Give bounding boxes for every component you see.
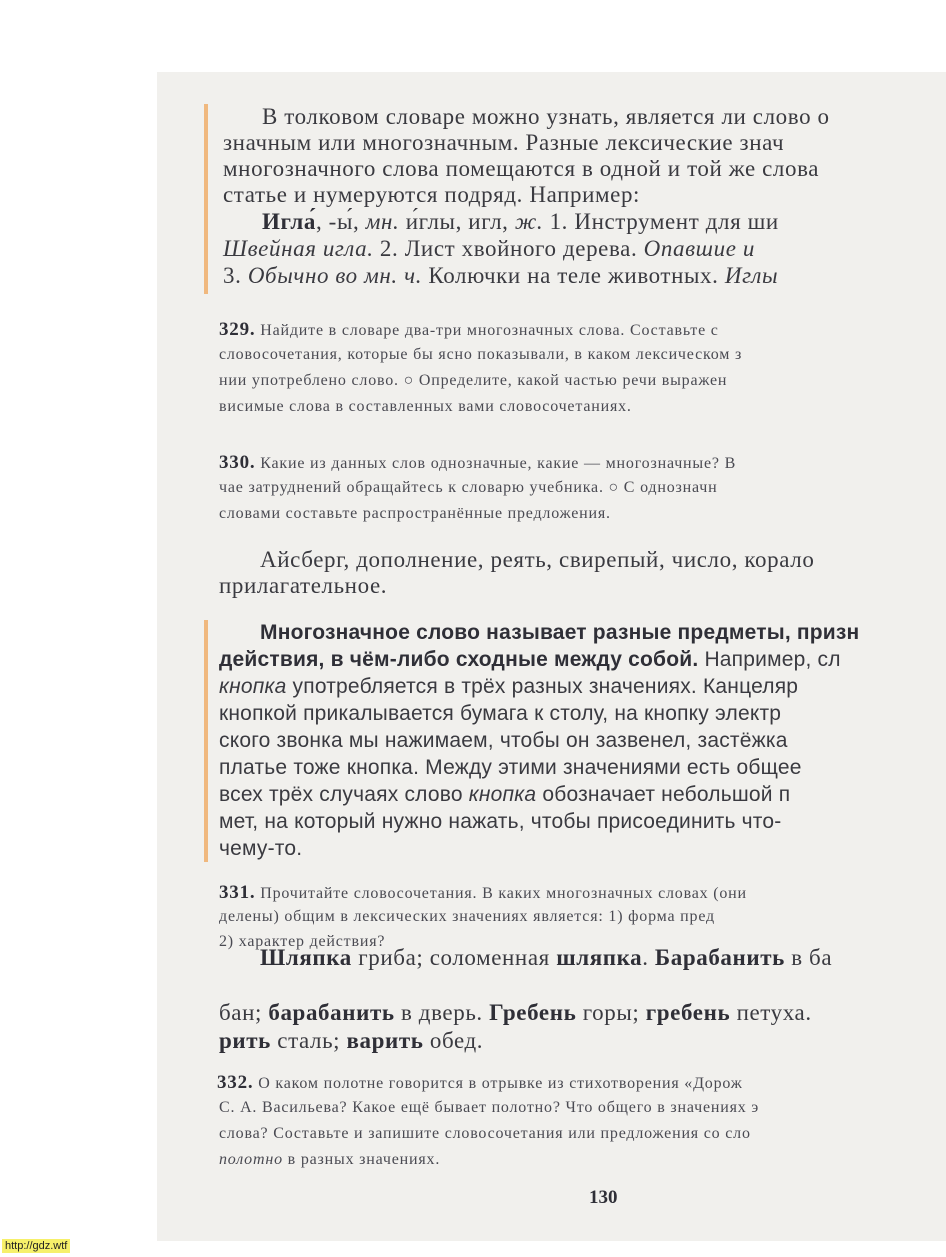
entry-italic: Обычно во мн. ч. bbox=[247, 263, 423, 288]
intro-line-2: значным или многозначным. Разные лексические знач bbox=[223, 130, 785, 155]
dictionary-entry-line-2 bbox=[223, 236, 755, 262]
exercise-332-line-4 bbox=[219, 1151, 440, 1169]
phrase-line-3 bbox=[219, 1028, 483, 1054]
exercise-331-line-3: 2) характер действия? bbox=[219, 933, 386, 950]
rule-italic-word: кнопка bbox=[219, 675, 287, 698]
phrase-bold: гребень bbox=[645, 1000, 731, 1025]
phrase-text: бан; bbox=[219, 1000, 269, 1025]
rule-text: всех трёх случаях слово bbox=[219, 783, 469, 806]
phrase-bold: Гребень bbox=[489, 1000, 577, 1025]
rule-line-2 bbox=[219, 648, 841, 672]
rule-italic-word: кнопка bbox=[468, 783, 537, 806]
rule-bold-text: действия, в чём-либо сходные между собой. bbox=[219, 648, 699, 671]
exercise-329-line-4: висимые слова в составленных вами словосочетаниях. bbox=[219, 398, 632, 415]
headword: Игла́ bbox=[262, 209, 316, 234]
phrase-text: гриба; соломенная bbox=[351, 945, 557, 970]
rule-text: употребляется в трёх разных значениях. Канцеляр bbox=[286, 675, 799, 698]
phrase-text: . bbox=[642, 945, 655, 970]
entry-text: и́глы, игл, bbox=[399, 209, 515, 234]
textbook-page bbox=[157, 72, 946, 1241]
rule-text: Например, сл bbox=[698, 648, 841, 671]
dictionary-entry-line-1 bbox=[262, 209, 779, 235]
exercise-331-line-2: делены) общим в лексических значениях является: 1) форма пред bbox=[219, 908, 715, 925]
rule-line-5: ского звонка мы нажимаем, чтобы он зазвенел, застёжка bbox=[219, 729, 788, 752]
exercise-number: 330. bbox=[219, 452, 256, 473]
phrase-bold: варить bbox=[346, 1028, 424, 1053]
page-number: 130 bbox=[589, 1187, 618, 1208]
entry-italic: Иглы bbox=[724, 263, 779, 288]
exercise-number: 329. bbox=[219, 319, 256, 340]
word-list-line-2: прилагательное. bbox=[219, 573, 388, 598]
phrase-line-2 bbox=[219, 1000, 812, 1026]
exercise-330-line-2: чае затруднений обращайтесь к словарю учебника. ○ С однозначн bbox=[219, 479, 718, 496]
exercise-330-line-3: словами составьте распространённые предложения. bbox=[219, 505, 611, 522]
phrase-bold: Барабанить bbox=[654, 945, 785, 970]
phrase-text: в ба bbox=[784, 945, 833, 970]
rule-line-1: Многозначное слово называет разные предметы, призн bbox=[260, 621, 860, 644]
entry-italic: ж. bbox=[514, 209, 544, 234]
entry-italic: мн. bbox=[365, 209, 400, 234]
exercise-332-line-1 bbox=[217, 1072, 743, 1094]
exercise-number: 332. bbox=[217, 1072, 254, 1093]
rule-line-4: кнопкой прикалывается бумага к столу, на кнопку электр bbox=[219, 702, 782, 725]
phrase-text: горы; bbox=[576, 1000, 646, 1025]
exercise-text: Найдите в словаре два-три многозначных слова. Составьте с bbox=[255, 322, 719, 339]
phrase-text: обед. bbox=[423, 1028, 484, 1053]
phrase-text: петуха. bbox=[730, 1000, 812, 1025]
exercise-text: Прочитайте словосочетания. В каких многозначных словах (они bbox=[255, 885, 747, 902]
exercise-331-line-1 bbox=[219, 882, 747, 904]
watermark-link[interactable]: http://gdz.wtf bbox=[2, 1239, 70, 1253]
dictionary-entry-line-3 bbox=[223, 263, 778, 289]
entry-italic: Швейная игла. bbox=[223, 236, 374, 261]
entry-text: 3. bbox=[223, 263, 248, 288]
rule-line-9: чему-то. bbox=[219, 837, 303, 860]
exercise-330-line-1 bbox=[219, 452, 736, 474]
exercise-text: в разных значениях. bbox=[282, 1151, 441, 1168]
phrase-line-1 bbox=[260, 945, 832, 971]
phrase-bold: шляпка bbox=[556, 945, 643, 970]
exercise-text: О каком полотне говорится в отрывке из стихотворения «Дорож bbox=[253, 1075, 743, 1092]
exercise-332-line-3: слова? Составьте и запишите словосочетания или предложения со сло bbox=[219, 1125, 751, 1142]
exercise-329-line-1 bbox=[219, 319, 719, 341]
phrase-bold: рить bbox=[219, 1028, 271, 1053]
phrase-text: сталь; bbox=[270, 1028, 347, 1053]
phrase-text: в дверь. bbox=[394, 1000, 490, 1025]
exercise-number: 331. bbox=[219, 882, 256, 903]
intro-line-1: В толковом словаре можно узнать, является ли слово о bbox=[262, 104, 830, 129]
entry-text: 2. Лист хвойного дерева. bbox=[373, 236, 644, 261]
entry-text: , -ы́, bbox=[315, 209, 366, 234]
margin-rule bbox=[204, 104, 208, 294]
rule-line-3 bbox=[219, 675, 798, 699]
intro-line-4: статье и нумеруются подряд. Например: bbox=[223, 182, 641, 207]
rule-line-7 bbox=[219, 783, 790, 807]
word-list-line-1: Айсберг, дополнение, реять, свирепый, число, корало bbox=[260, 547, 815, 572]
entry-text: Колючки на теле животных. bbox=[422, 263, 725, 288]
exercise-329-line-3: нии употреблено слово. ○ Определите, какой частью речи выражен bbox=[219, 372, 728, 389]
exercise-text: Какие из данных слов однозначные, какие — многозначные? В bbox=[255, 455, 737, 472]
exercise-italic-word: полотно bbox=[219, 1151, 283, 1168]
phrase-bold: барабанить bbox=[268, 1000, 395, 1025]
entry-text: 1. Инструмент для ши bbox=[543, 209, 779, 234]
phrase-bold: Шляпка bbox=[260, 945, 352, 970]
rule-text: обозначает небольшой п bbox=[536, 783, 791, 806]
entry-italic: Опавшие и bbox=[643, 236, 755, 261]
intro-line-3: многозначного слова помещаются в одной и той же слова bbox=[223, 156, 820, 181]
margin-rule bbox=[204, 620, 208, 862]
rule-line-8: мет, на который нужно нажать, чтобы присоединить что- bbox=[219, 810, 782, 833]
exercise-329-line-2: словосочетания, которые бы ясно показывали, в каком лексическом з bbox=[219, 346, 743, 363]
rule-line-6: платье тоже кнопка. Между этими значениями есть общее bbox=[219, 756, 802, 779]
exercise-332-line-2: С. А. Васильева? Какое ещё бывает полотно? Что общего в значениях э bbox=[219, 1099, 760, 1116]
